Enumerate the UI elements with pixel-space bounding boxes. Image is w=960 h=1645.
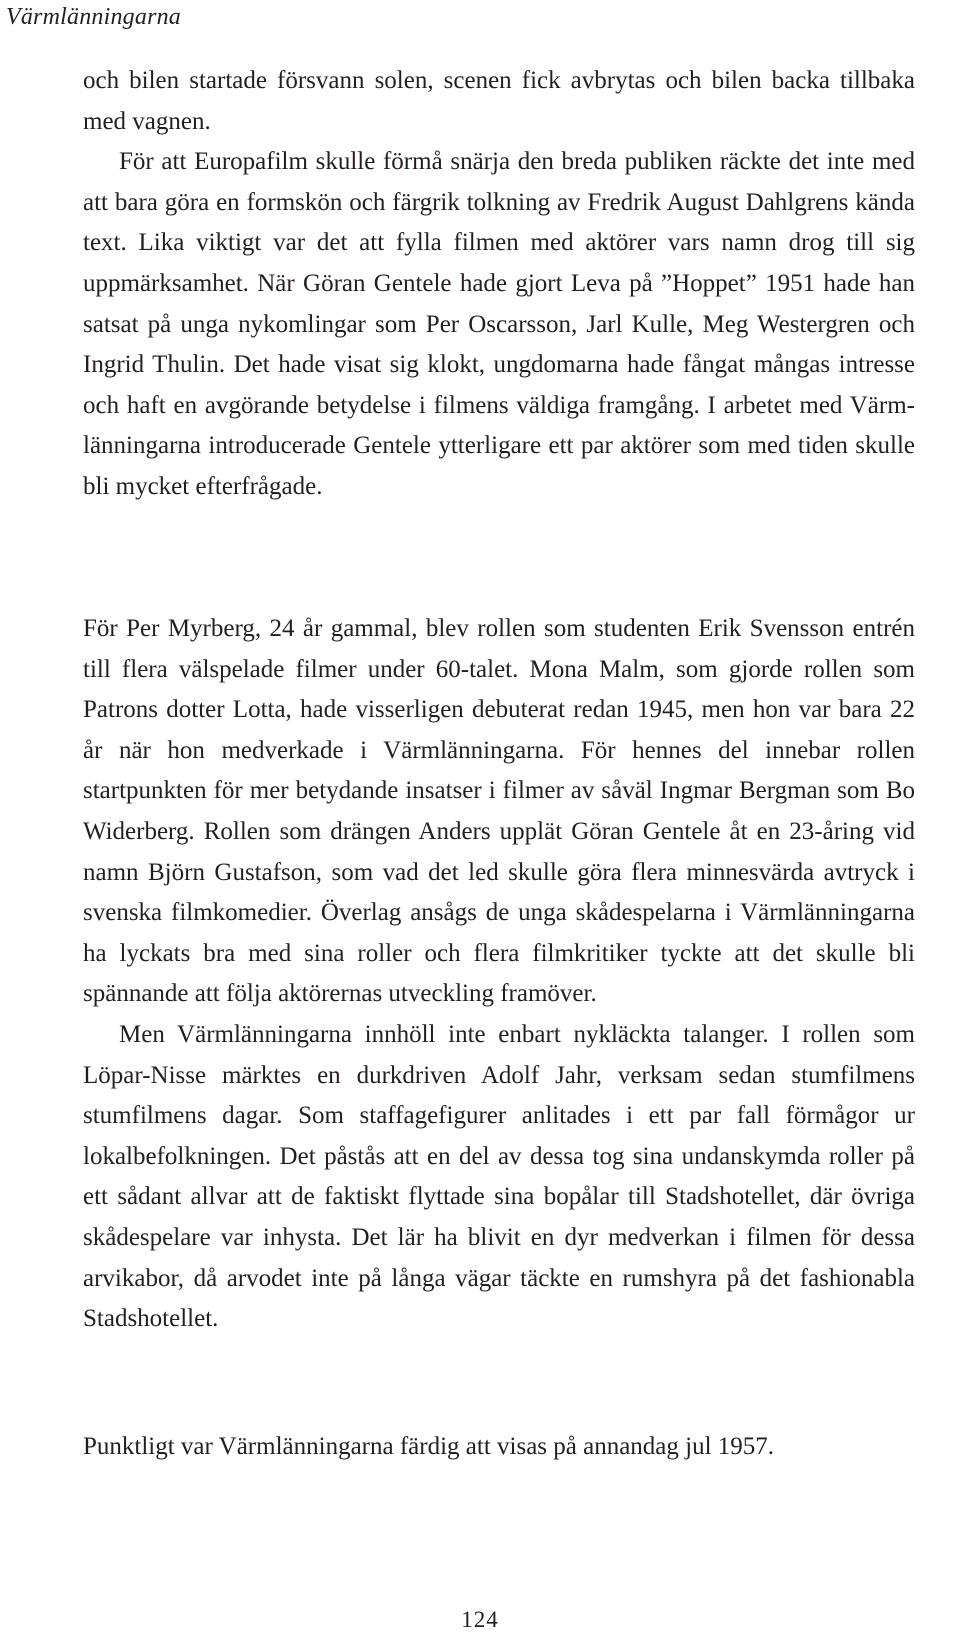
paragraph-talanger: Men Värmlänningarna innhöll inte enbart nykläckta talanger. I rollen som Löpar-Nisse märktes en durkdriven Adolf Jahr, verksam sedan stumfilmens stumfilmens dagar. Som staffagefigurer anlitades i ett par fall förmågor ur lokalbefolkningen. Det påstås att en del av dessa tog sina undanskymda roller på ett sådant allvar att de faktiskt flyttade sina bopålar till Stadshotellet, där övriga skådespelare var inhysta. Det lär ha blivit en dyr medverkan i filmen för dessa arvikabor, då arvodet inte på långa vägar täckte en rumshyra på det fashionabla Stadshotellet. — [83, 1020, 915, 1333]
running-header-title: Värmlänningarna — [6, 4, 182, 30]
page-number: 124 — [461, 1607, 499, 1632]
paragraph-premiere: Punktligt var Värmlänningarna färdig att visas på annandag jul 1957. — [83, 1433, 775, 1460]
text-section-1 — [83, 61, 915, 508]
paragraph-europafilm: För att Europafilm skulle förmå snärja den breda publiken räckte det inte med att bara göra en formskön och färgrik tolkning av Fredrik August Dahlgrens kända text. Lika viktigt var det att fylla filmen med aktörer vars namn drog till sig uppmärksamhet. När Göran Gentele hade gjort Leva på ”Hoppet” 1951 hade han satsat på unga nykomlingar som Per Oscarsson, Jarl Kulle, Meg Westergren och Ingrid Thulin. Det hade visat sig klokt, ungdomarna hade fångat mångas intresse och haft en avgörande betydelse i filmens väldiga framgång. I arbetet med Värmlänningarna introducerade Gentele ytterligare ett par aktörer som med tiden skulle bli mycket efterfrågade. — [83, 148, 915, 500]
paragraph-myrberg: För Per Myrberg, 24 år gammal, blev rollen som studenten Erik Svensson entrén till flera välspelade filmer under 60-talet. Mona Malm, som gjorde rollen som Patrons dotter Lotta, hade visserligen debuterat redan 1945, men hon var bara 22 år när hon medverkade i Värmlänningarna. För hennes del innebar rollen startpunkten för mer betydande insatser i filmer av såväl Ingmar Bergman som Bo Widerberg. Rollen som drängen Anders upplät Göran Gentele åt en 23-åring vid namn Björn Gustafson, som vad det led skulle göra flera minnesvärda avtryck i svenska filmkomedier. Överlag ansågs de unga skådespelarna i Värmlänningarna ha lyckats bra med sina roller och flera filmkritiker tyckte att det skulle bli spännande att följa aktörernas utveckling framöver. — [83, 615, 915, 1008]
paragraph-continuation: och bilen startade försvann solen, scenen fick avbrytas och bilen backa tillbaka med vagnen. — [83, 67, 915, 135]
text-section-2 — [83, 609, 915, 1340]
text-section-3 — [83, 1427, 915, 1468]
